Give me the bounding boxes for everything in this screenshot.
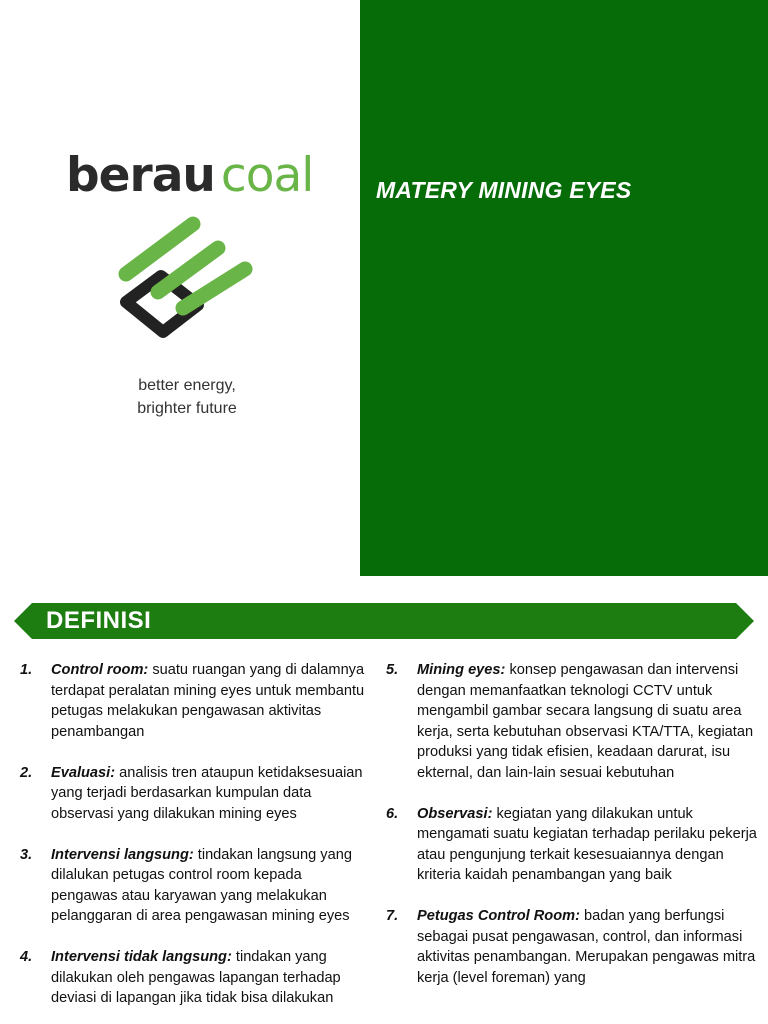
definition-item — [20, 763, 368, 825]
tagline-line-2: brighter future — [137, 400, 237, 417]
definition-item — [386, 660, 762, 783]
definition-item — [386, 906, 762, 988]
definition-item — [20, 660, 368, 742]
definitions-right-column — [386, 660, 762, 1009]
definition-term: Mining eyes: — [417, 662, 506, 678]
definition-item — [20, 845, 368, 927]
definition-term: Intervensi langsung: — [51, 846, 194, 863]
title-panel — [360, 0, 768, 576]
berau-coal-emblem-icon — [112, 212, 260, 344]
section-banner — [14, 603, 754, 639]
logo-area — [0, 0, 360, 576]
definition-number: 3. — [20, 846, 33, 863]
definition-text: tindakan yang dilakukan oleh pengawas lapangan terhadap deviasi di lapangan jika tidak bisa dilakukan — [51, 949, 341, 1006]
definition-term: Evaluasi: — [51, 764, 116, 781]
definition-text: analisis tren ataupun ketidaksesuaian yang terjadi berdasarkan kumpulan data observasi yang dilakukan mining eyes — [51, 764, 363, 822]
definition-item — [386, 804, 762, 886]
definition-number: 6. — [386, 805, 399, 822]
brand-wordmark-light: coal — [220, 148, 314, 203]
tagline — [100, 374, 274, 420]
definition-number: 4. — [20, 949, 33, 965]
document-title: MATERY MINING EYES — [376, 177, 632, 203]
definition-number: 2. — [20, 764, 33, 781]
definition-number: 7. — [386, 908, 399, 924]
definitions-left-column — [20, 660, 368, 1024]
definition-term: Observasi: — [417, 805, 493, 822]
definition-text: kegiatan yang dilakukan untuk mengamati suatu kegiatan terhadap perilaku pekerja atau pengunjung terkait kesesuaiannya dengan kriteria kaidah penambangan yang baik — [417, 805, 757, 883]
definition-text: suatu ruangan yang di dalamnya terdapat peralatan mining eyes untuk membantu petugas melakukan pengawasan aktivitas penambangan — [51, 662, 365, 740]
definition-term: Control room: — [51, 662, 149, 678]
section-title: DEFINISI — [46, 607, 152, 634]
definition-number: 1. — [20, 662, 33, 678]
tagline-line-1: better energy, — [138, 377, 236, 394]
definition-item — [20, 947, 368, 1009]
definition-text: badan yang berfungsi sebagai pusat pengawasan, control, dan informasi aktivitas penambangan. Merupakan pengawas mitra kerja (level foreman) yang — [417, 908, 756, 986]
definition-term: Petugas Control Room: — [417, 908, 580, 924]
definition-text: tindakan langsung yang dilalukan petugas control room kepada pengawas atau karyawan yang melakukan pelanggaran di area pengawasan mining eyes — [51, 846, 352, 924]
brand-wordmark-dark: berau — [66, 148, 215, 203]
definition-number: 5. — [386, 662, 399, 678]
brand-wordmark — [66, 146, 313, 206]
definition-term: Intervensi tidak langsung: — [51, 949, 232, 965]
definition-text: konsep pengawasan dan intervensi dengan memanfaatkan teknologi CCTV untuk mengambil gambar secara langsung di suatu area kerja, serta kebutuhan observasi KTA/TTA, kegiatan produksi yang tidak efisien, keadaan darurat, isu ekternal, dan lain-lain sesuai kebutuhan — [417, 662, 754, 781]
